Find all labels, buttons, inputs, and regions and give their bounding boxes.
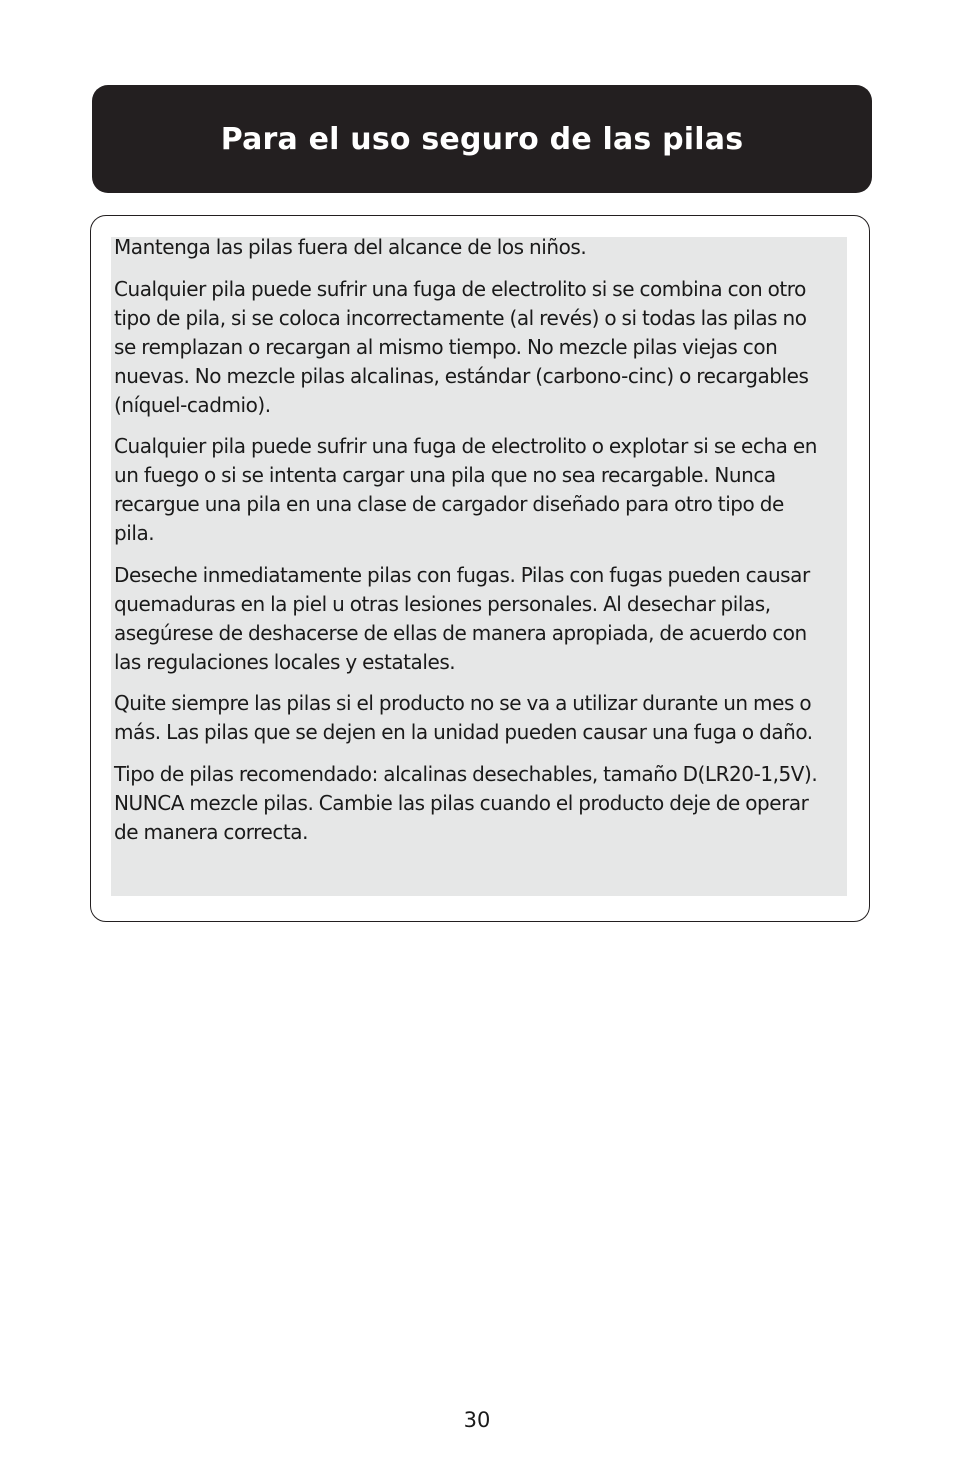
paragraph-fire-recharge: Cualquier pila puede sufrir una fuga de electrolito o explotar si se echa en un fuego o si se intenta cargar una pila que no sea recargable. Nunca recargue una pila en una clase de cargador diseñado para otro tipo de pila. (114, 434, 817, 545)
title-banner (92, 85, 872, 193)
paragraph-recommended-type: Tipo de pilas recomendado: alcalinas desechables, tamaño D(LR20-1,5V). NUNCA mezcle pilas. Cambie las pilas cuando el producto deje de operar de manera correcta. (114, 761, 818, 844)
safety-info-content (111, 237, 847, 896)
page-title: Para el uso seguro de las pilas (220, 121, 744, 157)
paragraph-dispose-leaking: Deseche inmediatamente pilas con fugas. Pilas con fugas pueden causar quemaduras en la piel u otras lesiones personales. Al desechar pilas, asegúrese de deshacerse de ellas de manera apropiada, de acuerdo con las regulaciones locales y estatales. (114, 562, 810, 674)
safety-info-box (90, 215, 870, 922)
paragraph-remove-unused: Quite siempre las pilas si el producto no se va a utilizar durante un mes o más. Las pilas que se dejen en la unidad pueden causar una fuga o daño. (114, 691, 813, 744)
paragraph-mixing-leak: Cualquier pila puede sufrir una fuga de electrolito si se combina con otro tipo de pila, si se coloca incorrectamente (al revés) o si todas las pilas no se remplazan o recargan al mismo tiempo. No mezcle pilas viejas con nuevas. No mezcle pilas alcalinas, estándar (carbono-cinc) o recargables (níquel-cadmio). (114, 276, 809, 417)
page-number: 30 (463, 1408, 491, 1432)
paragraph-keep-away: Mantenga las pilas fuera del alcance de los niños. (114, 235, 587, 259)
